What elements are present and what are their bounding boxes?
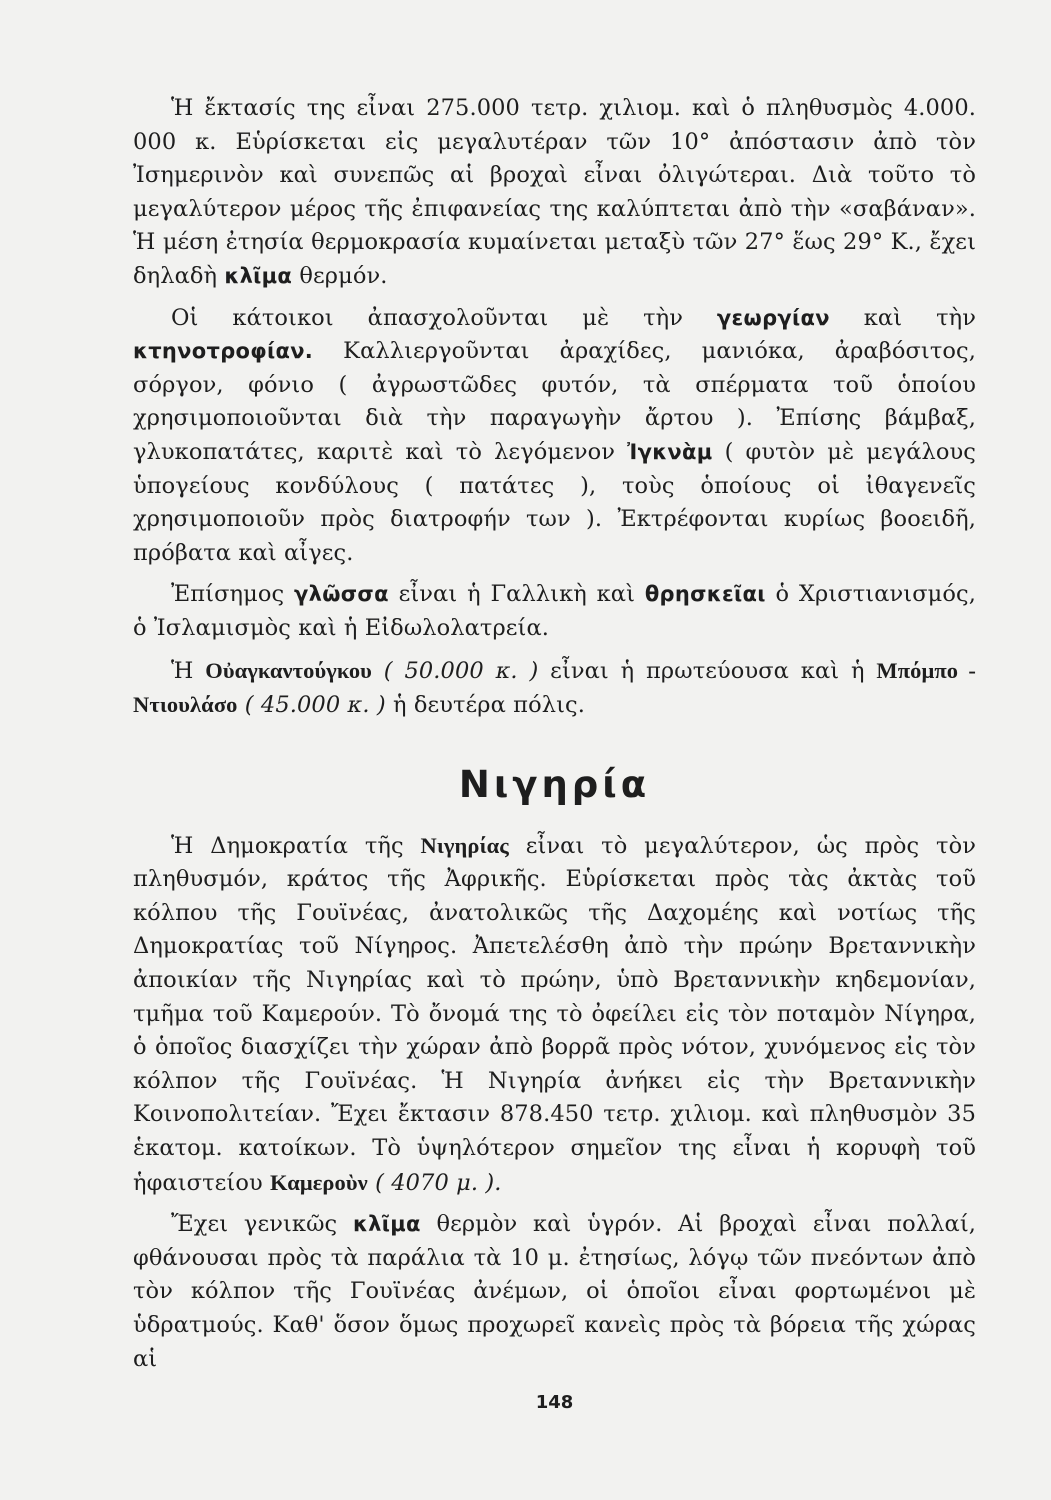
text-run: Ἡ Δημοκρατία τῆς <box>171 832 421 859</box>
text-run: Καλλιεργοῦνται ἀραχίδες, μανιόκα, ἀραβόσιτος, σόργον, φόνιο ( ἀγρωστῶδες φυτόν, τὰ σπέρματα τοῦ ὁποίου χρησιμοποιοῦνται διὰ τὴν παραγωγὴν ἄρτου ). Ἐπίσης βάμβαξ, γλυκοπατάτες, καριτὲ καὶ τὸ λεγόμενον <box>133 338 976 465</box>
italic-population: ( 45.000 κ. ) <box>237 692 386 719</box>
text-run: εἶναι ἡ Γαλλικὴ καὶ <box>388 581 645 608</box>
page-number: 148 <box>535 1392 574 1413</box>
paragraph-economy <box>133 302 976 571</box>
text-run: εἶναι τὸ μεγαλύτερον, ὡς πρὸς τὸν πληθυσμόν, κράτος τῆς Ἀφρικῆς. Εὑρίσκεται πρὸς τὰς ἀκτὰς τοῦ κόλπου τῆς Γουϊνέας, ἀνατολικῶς τῆς Δαχομέης καὶ νοτίως τῆς Δημοκρατίας τοῦ Νίγηρος. Ἀπετελέσθη ἀπὸ τὴν πρώην Βρεταννικὴν ἀποικίαν τῆς Νιγηρίας καὶ τὸ πρώην, ὑπὸ Βρεταννικὴν κηδεμονίαν, τμῆμα τοῦ Καμερούν. Τὸ ὄνομά της τὸ ὀφείλει εἰς τὸν ποταμὸν Νίγηρα, ὁ ὁποῖος διασχίζει τὴν χώραν ἀπὸ βορρᾶ πρὸς νότον, χυνόμενος εἰς τὸν κόλπον τῆς Γουϊνέας. Ἡ Νιγηρία ἀνήκει εἰς τὴν Βρεταννικὴν Κοινοπολιτείαν. Ἔχει ἔκτασιν 878.450 τετρ. χιλιομ. καὶ πληθυσμὸν 35 ἑκατομ. κατοίκων. Τὸ ὑψηλότερον σημεῖον της εἶναι ἡ κορυφὴ τοῦ ἡφαιστείου <box>133 832 977 1196</box>
text-run: Ἡ <box>171 657 206 684</box>
bold-city-capital: Οὐαγκαντούγκου <box>205 657 372 683</box>
bold-term-yam: Ἰγκνὰμ <box>627 439 713 464</box>
text-run: καὶ τὴν <box>829 304 976 331</box>
text-run: Ἡ ἔκτασίς της εἶναι 275.000 τετρ. χιλιομ. καὶ ὁ πληθυσμὸς 4.000. 000 κ. Εὑρίσκεται εἰς μεγαλυτέραν τῶν 10° ἀπόστασιν ἀπὸ τὸν Ἰσημερινὸν καὶ συνεπῶς αἱ βροχαὶ εἶναι ὀλιγώτεραι. Διὰ τοῦτο τὸ μεγαλύτερον μέρος τῆς ἐπιφανείας της καλύπτεται ἀπὸ τὴν «σαβάναν». Ἡ μέση ἐτησία θερμοκρασία κυμαίνεται μεταξὺ τῶν 27° ἕως 29° Κ., ἔχει δηλαδὴ <box>133 95 976 289</box>
paragraph-nigeria-climate <box>133 1208 976 1376</box>
bold-term-language: γλῶσσα <box>294 582 389 607</box>
text-run: Οἱ κάτοικοι ἀπασχολοῦνται μὲ τὴν <box>171 304 717 331</box>
text-run: Ἐπίσημος <box>171 581 295 608</box>
text-run: ὁ Χριστιανισμός, ὁ Ἰσλαμισμὸς καὶ ἡ Εἰδωλολατρεία. <box>133 581 976 641</box>
bold-term-religions: θρησκεῖαι <box>644 582 766 607</box>
bold-country-name: Νιγηρίας <box>420 832 509 858</box>
bold-term-agriculture: γεωργίαν <box>716 305 830 330</box>
text-run: ( φυτὸν μὲ μεγάλους ὑπογείους κονδύλους ( πατάτες ), τοὺς ὁποίους οἱ ἰθαγενεῖς χρησιμοποιοῦν πρὸς διατροφήν των ). Ἐκτρέφονται κυρίως βοοειδῆ, πρόβατα καὶ αἶγες. <box>133 438 977 566</box>
text-run: θερμόν. <box>292 262 388 289</box>
text-run: εἶναι ἡ πρωτεύουσα καὶ ἡ <box>538 657 877 684</box>
paragraph-nigeria-intro <box>133 829 976 1201</box>
paragraph-area-climate <box>133 92 976 294</box>
section-title-nigeria: Νιγηρία <box>458 762 651 806</box>
paragraph-language-religion <box>133 578 976 645</box>
bold-term-climate: κλῖμα <box>224 263 293 288</box>
italic-elevation: ( 4070 μ. ). <box>367 1169 502 1196</box>
italic-population: ( 50.000 κ. ) <box>371 657 539 684</box>
text-run: Ἔχει γενικῶς <box>171 1211 353 1238</box>
text-run: θερμὸν καὶ ὑγρόν. Αἱ βροχαὶ εἶναι πολλαί, φθάνουσαι πρὸς τὰ παράλια τὰ 10 μ. ἐτησίως, λόγῳ τῶν πνεόντων ἀπὸ τὸν κόλπον τῆς Γουϊνέας ἀνέμων, οἱ ὁποῖοι εἶναι φορτωμένοι μὲ ὑδρατμούς. Καθ' ὅσον ὅμως προχωρεῖ κανεὶς πρὸς τὰ βόρεια τῆς χώρας αἱ <box>133 1211 977 1372</box>
bold-city-second: Μπόμπο - Ντιουλάσο <box>133 657 976 718</box>
text-run: ἡ δευτέρα πόλις. <box>385 692 585 719</box>
bold-mountain-name: Καμεροὺν <box>270 1169 368 1195</box>
book-page <box>133 92 976 1432</box>
paragraph-cities <box>133 654 976 723</box>
bold-term-livestock: κτηνοτροφίαν. <box>133 339 314 364</box>
bold-term-climate: κλῖμα <box>352 1212 421 1237</box>
